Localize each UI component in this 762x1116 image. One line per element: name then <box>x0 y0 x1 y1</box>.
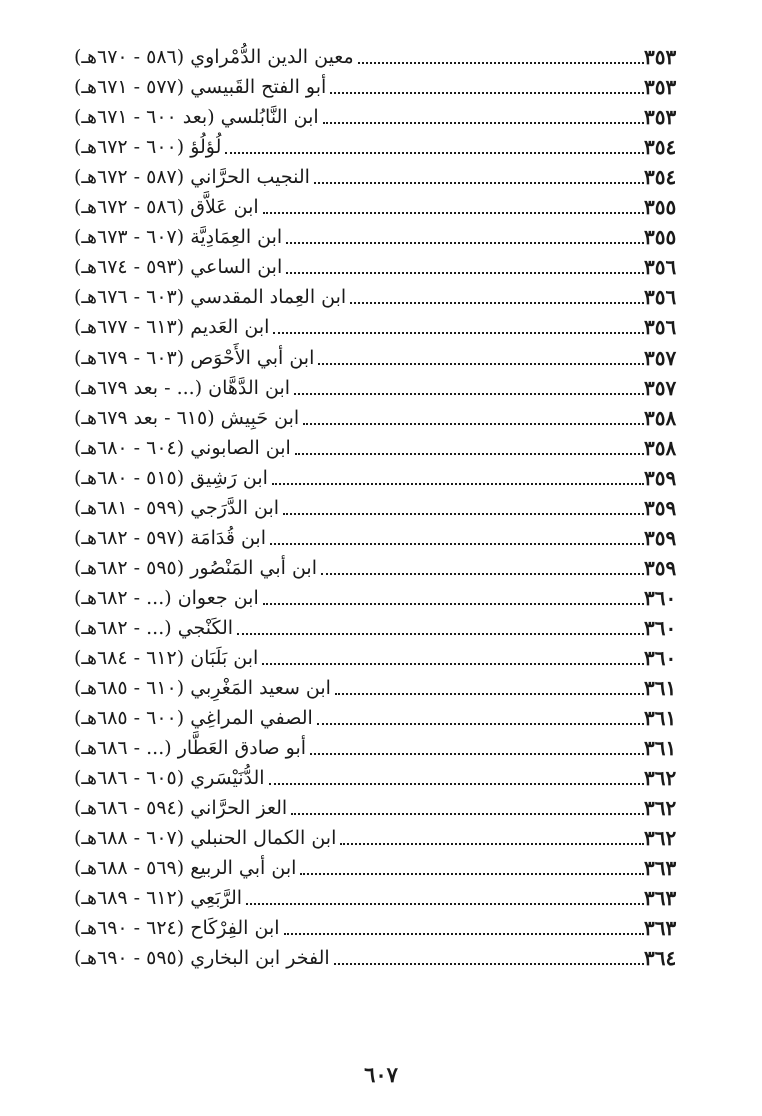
toc-entry <box>68 100 688 130</box>
entry-title: العز الحرَّاني (٥٩٤ - ٦٨٦هـ) <box>74 797 288 820</box>
dot-leader <box>350 302 644 304</box>
entry-title: ابن الساعي (٥٩٣ - ٦٧٤هـ) <box>74 256 283 279</box>
entry-title: ابن أبي الأَحْوَص (٦٠٣ - ٦٧٩هـ) <box>74 346 315 369</box>
entry-page-number: ٣٥٤ <box>644 165 677 190</box>
entry-title: أبو الفتح القَبيسي (٥٧٧ - ٦٧١هـ) <box>74 76 327 99</box>
dot-leader <box>335 693 644 695</box>
dot-leader <box>273 332 644 334</box>
entry-title: الفخر ابن البخاري (٥٩٥ - ٦٩٠هـ) <box>74 947 330 970</box>
entry-title: النجيب الحرَّاني (٥٨٧ - ٦٧٢هـ) <box>74 166 310 189</box>
dot-leader <box>295 453 644 455</box>
dot-leader <box>270 543 644 545</box>
toc-entry <box>68 851 688 881</box>
entry-page-number: ٣٥٧ <box>644 375 677 400</box>
dot-leader <box>272 483 644 485</box>
entry-page-number: ٣٦٠ <box>644 585 677 610</box>
entry-title: ابن الكمال الحنبلي (٦٠٧ - ٦٨٨هـ) <box>74 827 337 850</box>
entry-page-number: ٣٦٠ <box>644 645 677 670</box>
toc-entry <box>68 911 688 941</box>
entry-title: ابن العَديم (٦١٣ - ٦٧٧هـ) <box>74 316 270 339</box>
entry-page-number: ٣٥٣ <box>644 105 677 130</box>
entry-title: ابن العِمَادِيَّة (٦٠٧ - ٦٧٣هـ) <box>74 226 283 249</box>
entry-page-number: ٣٥٩ <box>644 465 677 490</box>
entry-page-number: ٣٥٩ <box>644 525 677 550</box>
dot-leader <box>310 753 644 755</box>
dot-leader <box>330 92 644 94</box>
toc-entry <box>68 160 688 190</box>
entry-title: الصفي المراغِي (٦٠٠ - ٦٨٥هـ) <box>74 707 313 730</box>
dot-leader <box>303 423 644 425</box>
toc-entry <box>68 491 688 521</box>
dot-leader <box>262 663 644 665</box>
entry-title: ابن الصابوني (٦٠٤ - ٦٨٠هـ) <box>74 436 291 459</box>
dot-leader <box>321 573 644 575</box>
toc-entry <box>68 250 688 280</box>
dot-leader <box>340 843 644 845</box>
dot-leader <box>317 723 644 725</box>
toc-entry <box>68 220 688 250</box>
toc-entry <box>68 701 688 731</box>
entry-page-number: ٣٥٥ <box>644 225 677 250</box>
entry-page-number: ٣٦١ <box>644 736 677 761</box>
entry-page-number: ٣٦١ <box>644 706 677 731</box>
dot-leader <box>323 122 644 124</box>
dot-leader <box>283 513 644 515</box>
dot-leader <box>314 182 644 184</box>
entry-page-number: ٣٦٣ <box>644 856 677 881</box>
entry-title: ابن الدَّهَّان (... - بعد ٦٧٩هـ) <box>74 376 291 399</box>
entry-page-number: ٣٥٦ <box>644 285 677 310</box>
entry-page-number: ٣٥٤ <box>644 135 677 160</box>
entry-title: ابن بَلَبَان (٦١٢ - ٦٨٤هـ) <box>74 646 259 669</box>
toc-entry <box>68 881 688 911</box>
toc-entry <box>68 280 688 310</box>
toc-entry <box>68 340 688 370</box>
dot-leader <box>358 62 644 64</box>
entry-title: ابن سعيد المَغْرِبي (٦١٠ - ٦٨٥هـ) <box>74 677 331 700</box>
toc-entry <box>68 611 688 641</box>
toc-entry <box>68 791 688 821</box>
dot-leader <box>269 783 644 785</box>
entry-page-number: ٣٦٤ <box>644 946 677 971</box>
toc-entry <box>68 70 688 100</box>
dot-leader <box>237 633 644 635</box>
entry-page-number: ٣٥٨ <box>644 405 677 430</box>
dot-leader <box>286 272 644 274</box>
toc-entry <box>68 821 688 851</box>
dot-leader <box>318 363 644 365</box>
dot-leader <box>263 603 644 605</box>
entry-title: معين الدين الدُّمْراوي (٥٨٦ - ٦٧٠هـ) <box>74 46 354 69</box>
toc-entry <box>68 401 688 431</box>
entry-page-number: ٣٦٢ <box>644 766 677 791</box>
toc-entry <box>68 731 688 761</box>
entry-title: ابن العِماد المقدسي (٦٠٣ - ٦٧٦هـ) <box>74 286 347 309</box>
dot-leader <box>263 212 644 214</box>
toc-entry <box>68 431 688 461</box>
entry-title: ابن الفِرْكَاح (٦٢٤ - ٦٩٠هـ) <box>74 917 280 940</box>
dot-leader <box>291 813 644 815</box>
toc-entry <box>68 190 688 220</box>
entry-page-number: ٣٦١ <box>644 676 677 701</box>
entry-title: لُؤلُؤ (٦٠٠ - ٦٧٢هـ) <box>74 136 222 159</box>
toc-entry <box>68 581 688 611</box>
dot-leader <box>284 933 644 935</box>
entry-title: ابن جعوان (... - ٦٨٢هـ) <box>74 586 259 609</box>
dot-leader <box>246 903 644 905</box>
entry-page-number: ٣٥٥ <box>644 195 677 220</box>
entry-title: الكَنْجي (... - ٦٨٢هـ) <box>74 616 234 639</box>
dot-leader <box>286 242 644 244</box>
toc-entry <box>68 461 688 491</box>
entry-page-number: ٣٦٢ <box>644 796 677 821</box>
toc-entry <box>68 671 688 701</box>
entry-title: ابن عَلاَّق (٥٨٦ - ٦٧٢هـ) <box>74 196 259 219</box>
toc-entry <box>68 371 688 401</box>
entry-title: ابن أبي المَنْصُور (٥٩٥ - ٦٨٢هـ) <box>74 556 317 579</box>
entry-page-number: ٣٥٦ <box>644 315 677 340</box>
toc-entry <box>68 130 688 160</box>
entry-page-number: ٣٦٢ <box>644 826 677 851</box>
dot-leader <box>225 152 644 154</box>
entry-title: الرَّبَعِي (٦١٢ - ٦٨٩هـ) <box>74 887 243 910</box>
entry-page-number: ٣٥٧ <box>644 345 677 370</box>
entry-page-number: ٣٥٦ <box>644 255 677 280</box>
toc-entry <box>68 521 688 551</box>
entry-title: ابن الدَّرَجي (٥٩٩ - ٦٨١هـ) <box>74 496 280 519</box>
entry-title: ابن أبي الربيع (٥٦٩ - ٦٨٨هـ) <box>74 857 297 880</box>
dot-leader <box>300 873 644 875</box>
entry-title: ابن حَبِيش (٦١٥ - بعد ٦٧٩هـ) <box>74 406 300 429</box>
entry-page-number: ٣٥٩ <box>644 555 677 580</box>
toc-entry <box>68 761 688 791</box>
toc-entry <box>68 40 688 70</box>
entry-page-number: ٣٦٣ <box>644 916 677 941</box>
toc-entry <box>68 641 688 671</box>
entry-page-number: ٣٦٠ <box>644 615 677 640</box>
entry-page-number: ٣٥٣ <box>644 45 677 70</box>
entry-page-number: ٣٥٩ <box>644 495 677 520</box>
entry-page-number: ٣٦٣ <box>644 886 677 911</box>
dot-leader <box>294 393 644 395</box>
entry-title: الدُّنَيْسَري (٦٠٥ - ٦٨٦هـ) <box>74 767 265 790</box>
entry-page-number: ٣٥٨ <box>644 435 677 460</box>
entry-page-number: ٣٥٣ <box>644 75 677 100</box>
toc-entry <box>68 310 688 340</box>
table-of-contents <box>68 40 688 971</box>
dot-leader <box>334 963 644 965</box>
toc-entry <box>68 551 688 581</box>
entry-title: ابن قُدَامَة (٥٩٧ - ٦٨٢هـ) <box>74 526 266 549</box>
entry-title: ابن النَّابُلسي (بعد ٦٠٠ - ٦٧١هـ) <box>74 106 319 129</box>
entry-title: أبو صادق العَطَّار (... - ٦٨٦هـ) <box>74 737 307 760</box>
toc-entry <box>68 941 688 971</box>
page-number: ٦٠٧ <box>364 1062 398 1087</box>
entry-title: ابن رَشِيق (٥١٥ - ٦٨٠هـ) <box>74 466 268 489</box>
